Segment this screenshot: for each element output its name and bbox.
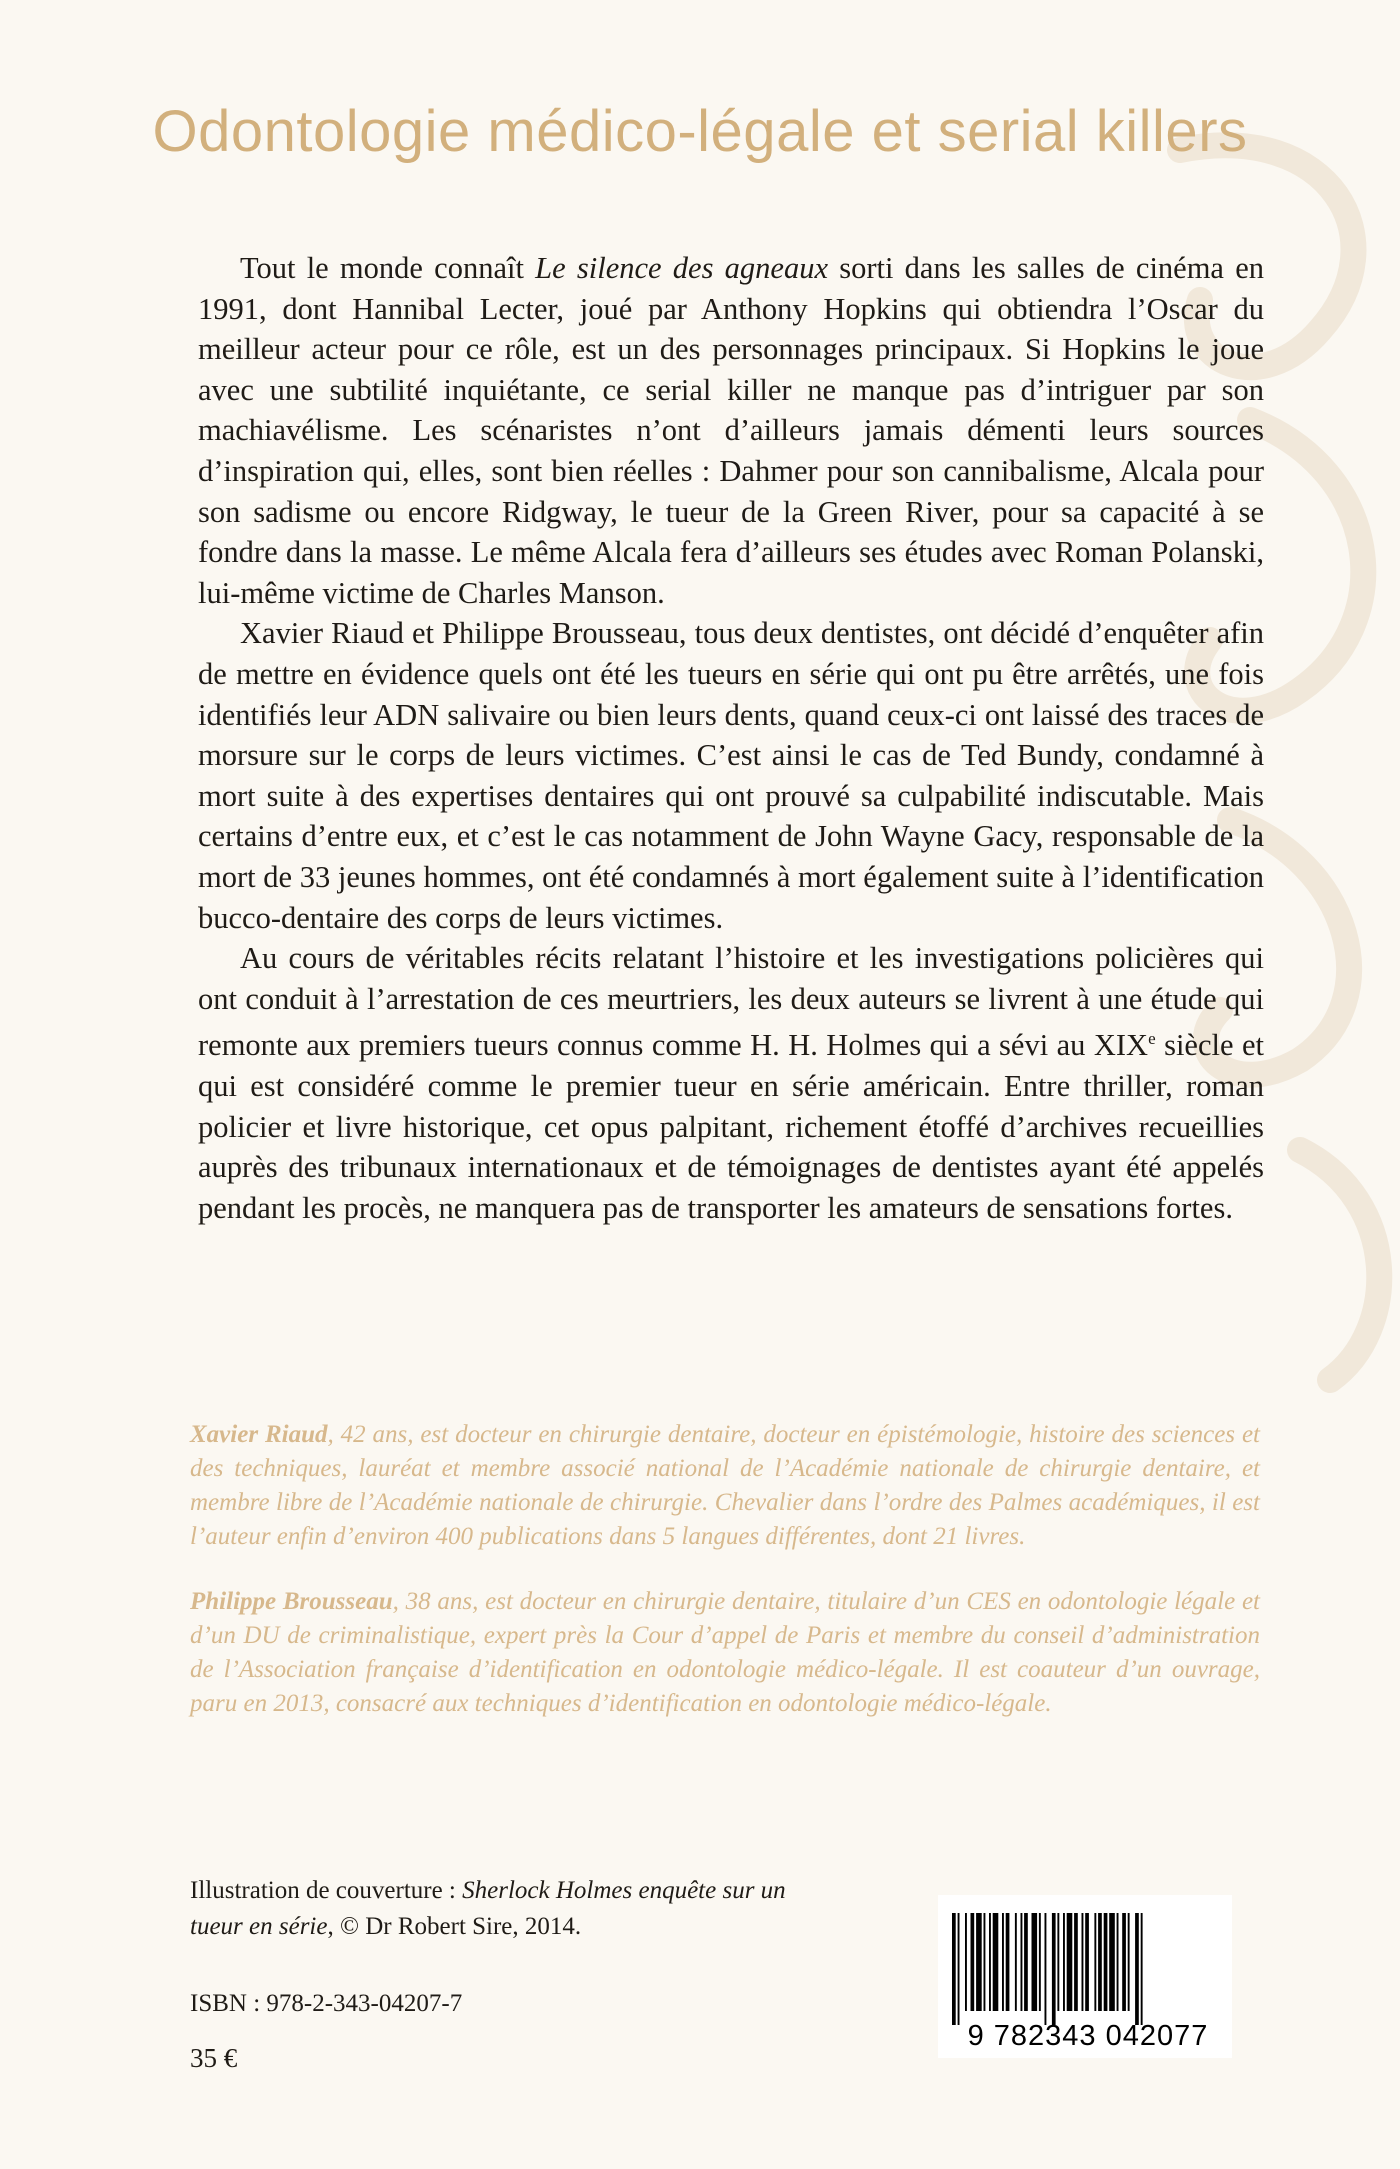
barcode-bar — [1141, 1913, 1143, 2025]
author-bios — [190, 1418, 1260, 1752]
barcode-bar — [1063, 1913, 1065, 2011]
barcode-bar — [1104, 1913, 1108, 2011]
cover-credit: Illustration de couverture : Sherlock Holmes enquête sur un tueur en série, © Dr Robert Sire, 2014. — [190, 1877, 786, 1940]
barcode-bar — [1067, 1913, 1073, 2011]
summary-paragraph-2: Xavier Riaud et Philippe Brousseau, tous deux dentistes, ont décidé d’enquêter afin de mettre en évidence quels ont été les tueurs en série qui ont pu être arrêtés, une fois identifiés leur ADN salivaire ou bien leurs dents, quand ceux-ci ont laissé des traces de morsure sur le corps de leurs victimes. C’est ainsi le cas de Ted Bundy, condamné à mort suite à des expertises dentaires qui ont prouvé sa culpabilité indiscutable. Mais certains d’entre eux, et c’est le cas notamment de John Wayne Gacy, responsable de la mort de 33 jeunes hommes, ont été condamnés à mort également suite à l’identification bucco-dentaire des corps de leurs victimes. — [198, 616, 1264, 935]
bio-xavier-riaud: Xavier Riaud, 42 ans, est docteur en chirurgie dentaire, docteur en épistémologie, histoire des sciences et des techniques, lauréat et membre associé national de l’Académie nationale de chirurgie dentaire, et membre libre de l’Académie nationale de chirurgie. Chevalier dans l’ordre des Palmes académiques, il est l’auteur enfin d’environ 400 publications dans 5 langues différentes, dont 21 livres. — [190, 1421, 1260, 1550]
bio-philippe-brousseau: Philippe Brousseau, 38 ans, est docteur en chirurgie dentaire, titulaire d’un CES en odontologie légale et d’un DU de criminalistique, expert près la Cour d’appel de Paris et membre du conseil d’administration de l’Association française d’identification en odontologie médico-légale. Il est coauteur d’un ouvrage, paru en 2013, consacré aux techniques d’identification en odontologie médico-légale. — [190, 1588, 1260, 1717]
summary-text — [198, 248, 1264, 1228]
barcode-bar — [1098, 1913, 1102, 2011]
barcode-bar — [976, 1913, 982, 2011]
film-title: Le silence des agneaux — [535, 251, 829, 285]
barcode-bar — [1015, 1913, 1017, 2011]
bio-name: Xavier Riaud — [190, 1421, 328, 1448]
barcode-bar — [1006, 1913, 1010, 2011]
barcode-bar — [993, 1913, 999, 2011]
barcode-digits: 9 782343 042077 — [967, 2020, 1209, 2052]
barcode-bar — [958, 1913, 960, 2025]
summary-paragraph-3: Au cours de véritables récits relatant l’histoire et les investigations policières qui ont conduit à l’arrestation de ces meurtriers, les deux auteurs se livrent à une étude qui remonte aux premiers tueurs connus comme H. H. Holmes qui a sévi au XIXe siècle et qui est considéré comme le premier tueur en série américain. Entre thriller, roman policier et livre historique, cet opus palpitant, richement étoffé d’archives recueillies auprès des tribunaux internationaux et de témoignages de dentistes ayant été appelés pendant les procès, ne manquera pas de transporter les amateurs de sensations fortes. — [198, 941, 1264, 1225]
barcode-bar — [1135, 1913, 1139, 2025]
barcode-bar — [1109, 1913, 1115, 2011]
barcode-bar — [1122, 1913, 1126, 2011]
bio-name: Philippe Brousseau — [190, 1588, 393, 1615]
barcode-bar — [971, 1913, 975, 2011]
page-title: Odontologie médico-légale et serial killers — [152, 99, 1248, 164]
barcode-bar — [1045, 1913, 1047, 2025]
barcode-bar — [1052, 1913, 1056, 2025]
barcode-bar — [1082, 1913, 1084, 2011]
isbn: ISBN : 978-2-343-04207-7 — [190, 1990, 463, 2017]
summary-paragraph-1: Tout le monde connaît Le silence des agneaux sorti dans les salles de cinéma en 1991, dont Hannibal Lecter, joué par Anthony Hopkins qui obtiendra l’Oscar du meilleur acteur pour ce rôle, est un des personnages principaux. Si Hopkins le joue avec une subtilité inquiétante, ce serial killer ne manque pas d’intriguer par son machiavélisme. Les scénaristes n’ont d’ailleurs jamais démenti leurs sources d’inspiration qui, elles, sont bien réelles : Dahmer pour son cannibalisme, Alcala pour son sadisme ou encore Ridgway, le tueur de la Green River, pour sa capacité à se fondre dans la masse. Le même Alcala fera d’ailleurs ses études avec Roman Polanski, lui-même victime de Charles Manson. — [198, 251, 1264, 610]
barcode-bar — [1032, 1913, 1038, 2011]
barcode-bar — [1074, 1913, 1078, 2011]
barcode-bar — [1002, 1913, 1004, 2011]
barcode-bar — [1024, 1913, 1028, 2011]
barcode-bar — [984, 1913, 986, 2011]
barcode-bar — [1021, 1913, 1023, 2011]
barcode-bar — [952, 1913, 956, 2025]
barcode-bar — [1128, 1913, 1130, 2011]
barcode-bar — [1085, 1913, 1089, 2011]
barcode-bar — [1094, 1913, 1096, 2011]
barcode-bar — [1039, 1913, 1041, 2011]
barcode-bar — [989, 1913, 991, 2011]
barcode-bar — [1117, 1913, 1119, 2011]
barcode-bar — [965, 1913, 967, 2011]
barcode-bar — [1057, 1913, 1059, 2011]
price: 35 € — [190, 2043, 238, 2073]
